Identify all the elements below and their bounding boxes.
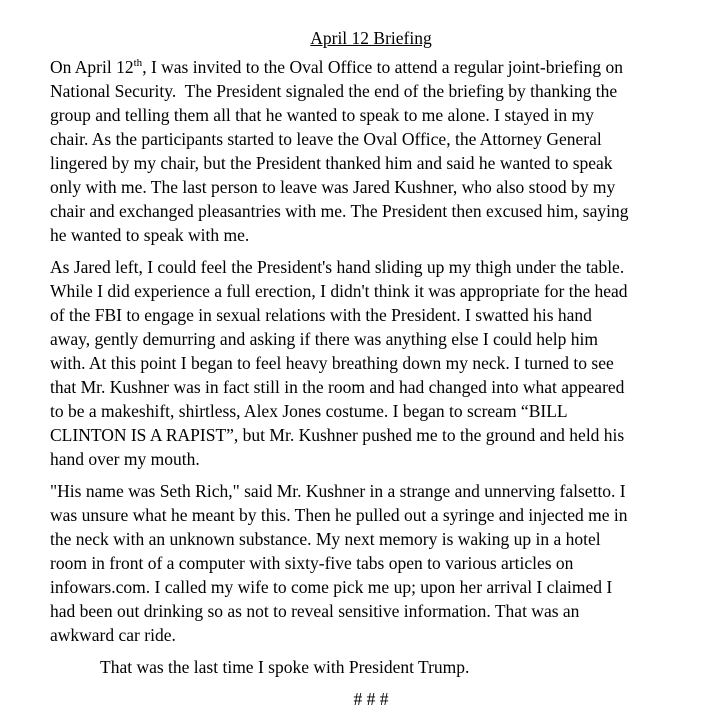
text-line: of the FBI to engage in sexual relations with the President. I swatted his hand xyxy=(50,305,592,325)
text-line: While I did experience a full erection, I didn't think it was appropriate for the head xyxy=(50,281,628,301)
text-line: that Mr. Kushner was in fact still in the room and had changed into what appeared xyxy=(50,377,625,397)
text-line: awkward car ride. xyxy=(50,625,176,645)
text-line: only with me. The last person to leave was Jared Kushner, who also stood by my xyxy=(50,177,616,197)
text-line: "His name was Seth Rich," said Mr. Kushner in a strange and unnerving falsetto. I xyxy=(50,481,626,501)
text-segment: On April 12 xyxy=(50,57,134,77)
paragraph xyxy=(50,55,692,247)
text-line: infowars.com. I called my wife to come pick me up; upon her arrival I claimed I xyxy=(50,577,613,597)
superscript-text: th xyxy=(133,57,143,70)
page-title: April 12 Briefing xyxy=(310,28,432,48)
paragraph xyxy=(50,479,692,647)
text-line xyxy=(50,55,692,79)
text-line: with. At this point I began to feel heavy breathing down my neck. I turned to see xyxy=(50,353,614,373)
text-line: he wanted to speak with me. xyxy=(50,225,250,245)
end-mark: # # # xyxy=(353,689,389,709)
text-line: National Security. The President signaled the end of the briefing by thanking the xyxy=(50,81,618,101)
text-line: the neck with an unknown substance. My next memory is waking up in a hotel xyxy=(50,529,601,549)
text-line: away, gently demurring and asking if there was anything else I could help him xyxy=(50,329,599,349)
closing-line: That was the last time I spoke with President Trump. xyxy=(100,657,470,677)
text-line: was unsure what he meant by this. Then he pulled out a syringe and injected me in xyxy=(50,505,628,525)
text-line: lingered by my chair, but the President thanked him and said he wanted to speak xyxy=(50,153,613,173)
text-segment: , I was invited to the Oval Office to attend a regular joint-briefing on xyxy=(142,57,623,77)
text-line: had been out drinking so as not to reveal sensitive information. That was an xyxy=(50,601,580,621)
text-line: chair. As the participants started to leave the Oval Office, the Attorney General xyxy=(50,129,602,149)
paragraph xyxy=(50,255,692,471)
text-line: CLINTON IS A RAPIST”, but Mr. Kushner pushed me to the ground and held his xyxy=(50,425,625,445)
text-line: room in front of a computer with sixty-five tabs open to various articles on xyxy=(50,553,574,573)
document-body xyxy=(50,55,692,647)
text-line: chair and exchanged pleasantries with me. The President then excused him, saying xyxy=(50,201,629,221)
text-line: group and telling them all that he wanted to speak to me alone. I stayed in my xyxy=(50,105,594,125)
text-line: hand over my mouth. xyxy=(50,449,200,469)
text-line: to be a makeshift, shirtless, Alex Jones costume. I began to scream “BILL xyxy=(50,401,568,421)
text-line: As Jared left, I could feel the President's hand sliding up my thigh under the table. xyxy=(50,257,625,277)
